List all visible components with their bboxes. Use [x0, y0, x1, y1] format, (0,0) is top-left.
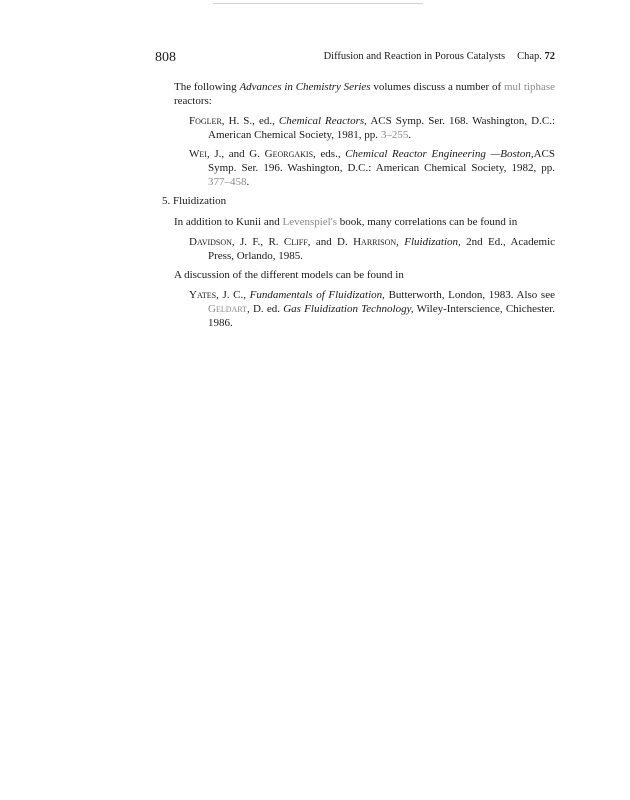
author-name: Harrison: [353, 236, 397, 248]
paragraph-kunii: [174, 215, 555, 229]
faint-text: Levenspiel's: [282, 216, 337, 228]
text: , J., and G.: [206, 148, 265, 160]
text: , H. S., ed.,: [221, 115, 279, 127]
chapter-ref: [517, 51, 555, 62]
text: ACS Symp. Ser. 196. Washington, D.C.: American Chemical Society, 1982, pp.: [208, 148, 555, 174]
series-title: Advances in Chemistry Series: [239, 81, 371, 93]
text: reactors:: [174, 95, 212, 107]
book-title: Gas Fluidization Technology,: [283, 303, 414, 315]
author-name: Geldart: [208, 303, 248, 315]
page-header: [155, 50, 555, 66]
text: ,: [396, 236, 405, 248]
text: ACS Symp. Ser. 168. Washington, D.C.: American Chemical Society, 1981, pp.: [208, 115, 556, 141]
text: Butterworth, London, 1983. Also see: [384, 289, 555, 301]
chapter-number: 72: [544, 51, 555, 62]
running-title: Diffusion and Reaction in Porous Catalysts: [323, 51, 506, 62]
section-number: 5.: [162, 195, 171, 207]
text: , eds.,: [313, 148, 346, 160]
page-range: 377–458: [208, 176, 247, 188]
paragraph-advances: [174, 80, 555, 108]
chapter-label: Chap.: [517, 51, 542, 62]
paragraph-models: [174, 268, 555, 282]
reference-fogler: [189, 114, 555, 142]
book-title: Chemical Reactors,: [278, 115, 367, 127]
text: A discussion of the different models can be found in: [174, 269, 404, 281]
book-title: Chemical Reactor Engineering —Boston,: [345, 148, 534, 160]
running-head: [324, 51, 555, 62]
faint-text: tiphase: [523, 81, 556, 93]
text: , and D.: [307, 236, 354, 248]
text: In addition to Kunii and: [174, 216, 283, 228]
text: volumes discuss a number of: [370, 81, 504, 93]
author-name: Georgakis: [264, 148, 314, 160]
reference-yates: [189, 288, 555, 330]
text: book, many correlations can be found in: [337, 216, 518, 228]
reference-wei: [189, 147, 555, 189]
text: , J. C.,: [216, 289, 250, 301]
text: The following: [174, 81, 240, 93]
author-name: Davidson: [189, 236, 232, 248]
author-name: Wei: [189, 148, 207, 160]
author-name: Cliff: [283, 236, 308, 248]
reference-davidson: [189, 235, 555, 263]
text: .: [246, 176, 250, 188]
section-heading: [162, 194, 555, 208]
page-number: 808: [155, 50, 176, 65]
book-title: Fluidization,: [404, 236, 461, 248]
author-name: Fogler: [189, 115, 222, 127]
book-title: Fundamentals of Fluidization,: [249, 289, 385, 301]
text: 2nd Ed., Academic Press, Orlando, 1985.: [208, 236, 556, 262]
text: , J. F., R.: [231, 236, 284, 248]
page-body: [155, 80, 555, 335]
text: .: [408, 129, 412, 141]
section-title: Fluidization: [173, 195, 227, 207]
text: Wiley-Interscience, Chichester. 1986.: [208, 303, 556, 329]
page-range: 3–255: [380, 129, 409, 141]
faint-text: mul: [503, 81, 522, 93]
top-rule: [213, 3, 423, 4]
text: , D. ed.: [247, 303, 284, 315]
author-name: Yates: [189, 289, 217, 301]
